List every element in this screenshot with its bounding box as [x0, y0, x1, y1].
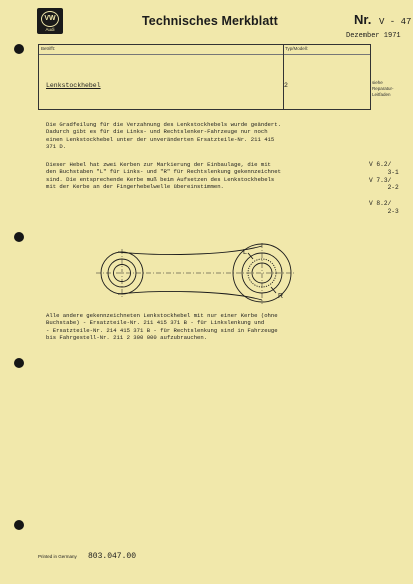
form-code: 803.047.00 — [88, 552, 137, 561]
punch-hole — [14, 520, 24, 530]
type-label: Typ/Modell: — [285, 46, 309, 51]
side-note-line: Leitfaden — [372, 92, 391, 97]
repair-manual-references: V 6.2/ 3-1 V 7.3/ 2-2 V 8.2/ 2-3 — [369, 161, 399, 215]
punch-hole — [14, 232, 24, 242]
type-value: 2 — [284, 82, 288, 89]
document-title: Technisches Merkblatt — [142, 14, 278, 28]
punch-hole — [14, 358, 24, 368]
number-value: V - 47 — [378, 17, 412, 27]
document-date: Dezember 1971 — [346, 32, 401, 40]
paragraph-3: Alle andere gekennzeichneten Lenkstockhebel mit nur einer Kerbe (ohne Buchstabe) - Ersatzteile-Nr. 211 415 371 B - für Linkslenkung und - Ersatzteile-Nr. 214 415 371 B - für Rechtslenkung sind in Fahrzeuge bis Fahrgestell-Nr. 211 2 300 000 aufzubrauchen. — [46, 312, 278, 341]
vw-logo — [37, 8, 63, 34]
subject-value: Lenkstockhebel — [46, 82, 101, 89]
logo-caption: Audi — [45, 27, 55, 32]
logo-emblem: VW — [41, 11, 59, 27]
document-number — [354, 12, 411, 27]
field-divider — [283, 45, 284, 109]
subject-label: Betrifft: — [41, 46, 56, 51]
side-note — [372, 80, 394, 98]
header-fields-box — [38, 44, 371, 110]
paragraph-1: Die Gradfeilung für die Verzahnung des Lenkstockhebels wurde geändert. Dadurch gibt es für die Links- und Rechtslenker-Fahrzeuge nur noch einen Lenkstockhebel unter der unveränderten Ersatzteile-Nr. 211 415 371 D. — [46, 121, 281, 150]
steering-arm-drawing — [96, 242, 296, 306]
punch-hole — [14, 44, 24, 54]
number-label: Nr. — [354, 12, 372, 27]
side-note-line: Reparatur- — [372, 86, 394, 91]
paragraph-2: Dieser Hebel hat zwei Kerben zur Markierung der Einbaulage, die mit den Buchstaben "L" für Links- und "R" für Rechtslenkung gekennzeichnet sind. Die entsprechende Kerbe muß beim Aufsetzen des Lenkstockhebels mit der Kerbe an der Fingerhebelwelle übereinstimmen. — [46, 161, 281, 190]
notch-label-l: L — [243, 249, 247, 256]
field-label-rule — [39, 54, 370, 55]
notch-label-r: R — [278, 293, 284, 300]
printed-in: Printed in Germany — [38, 554, 77, 559]
side-note-line: siehe — [372, 80, 383, 85]
